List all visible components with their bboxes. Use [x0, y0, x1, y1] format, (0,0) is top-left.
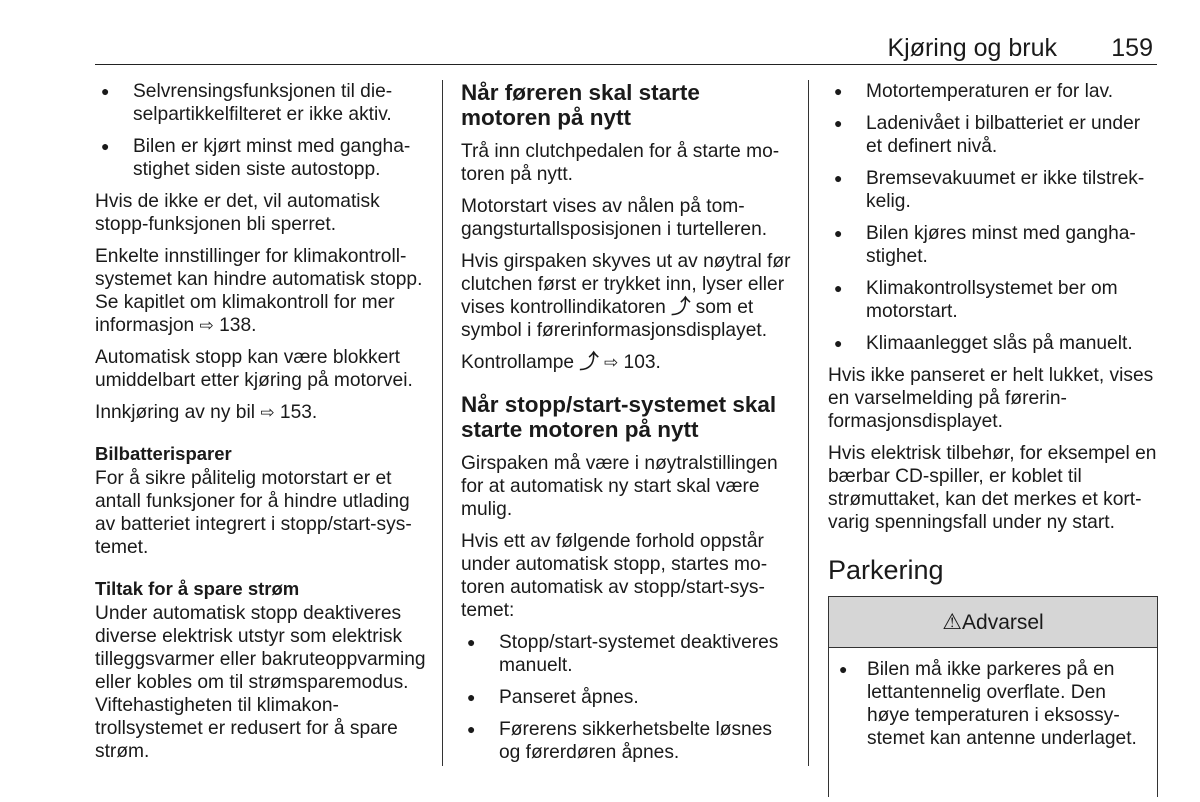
autostop-indicator-icon: ⤴ — [671, 297, 691, 318]
paragraph: Hvis ikke panseret er helt lukket, vises en varselmelding på førerinformasjonsdisplayet. — [828, 365, 1154, 432]
paragraph: Under automatisk stopp deaktiveres diverse elektrisk utstyr som elektrisk tilleggsvarmer eller bakruteoppvarming eller kobles om til strømsparemodus. Viftehastigheten til klimakontrollsystemet er redusert for å spare strøm. — [95, 603, 426, 762]
warning-header — [829, 597, 1157, 648]
autostop-indicator-icon: ⤴ — [579, 352, 599, 373]
column-divider-2 — [808, 80, 809, 766]
paragraph: Automatisk stopp kan være blokkert umiddelbart etter kjøring på motorvei. — [95, 347, 413, 391]
paragraph: Hvis girspaken skyves ut av nøytral før clutchen først er trykket inn, lyser eller vises kontrollindikatoren ⤴ som et symbol i førerinformasjonsdisplayet. — [461, 251, 791, 341]
list-item: ● Selvrensingsfunksjonen til dieselpartikkelfilteret er ikke aktiv. — [95, 80, 427, 126]
column-divider-1 — [442, 80, 443, 766]
warning-title: Advarsel — [962, 611, 1044, 634]
heading-parking: Parkering — [828, 555, 944, 585]
paragraph: Trå inn clutchpedalen for å starte motoren på nytt. — [461, 141, 780, 185]
list-item: ● Motortemperaturen er for lav. — [828, 80, 1158, 103]
column-2 — [461, 80, 791, 773]
page-reference-link[interactable]: 103. — [623, 352, 661, 373]
heading-driver-restart: Når føreren skal starte motoren på nytt — [461, 80, 700, 130]
list-item: ● Panseret åpnes. — [461, 686, 791, 709]
list-item: ● Ladenivået i bilbatteriet er under et definert nivå. — [828, 112, 1158, 158]
page-reference-link[interactable]: 153. — [279, 402, 318, 423]
paragraph: Hvis elektrisk tilbehør, for eksempel en bærbar CD-spiller, er koblet til strømuttaket, kan det merkes et kortvarig spenningsfall under ny start. — [828, 443, 1157, 533]
bullet-list — [828, 80, 1158, 355]
warning-box — [828, 596, 1158, 797]
page-reference-link[interactable]: 138. — [219, 315, 257, 336]
list-item: ● Klimaanlegget slås på manuelt. — [828, 332, 1158, 355]
reference-arrow-icon: ⇨ — [260, 403, 275, 422]
list-item: ● Bilen må ikke parkeres på en lettantennelig overflate. Den høye temperaturen i eksossystemet kan antenne underlaget. — [835, 658, 1151, 750]
list-item: ● Stopp/start-systemet deaktiveres manuelt. — [461, 631, 791, 677]
list-item: ● Bremsevakuumet er ikke tilstrekkelig. — [828, 167, 1158, 213]
page-number: 159 — [1111, 34, 1153, 62]
page-header — [95, 32, 1157, 65]
paragraph: Motorstart vises av nålen på tomgangsturtallsposisjonen i turtelleren. — [461, 196, 768, 240]
bullet-list — [461, 631, 791, 764]
list-item: ● Bilen kjøres minst med ganghastighet. — [828, 222, 1158, 268]
bullet-list — [95, 80, 427, 181]
list-item: ● Førerens sikkerhetsbelte løsnes og førerdøren åpnes. — [461, 718, 791, 764]
heading-system-restart: Når stopp/start-systemet skal starte motoren på nytt — [461, 392, 777, 442]
list-item: ● Klimakontrollsystemet ber om motorstart. — [828, 277, 1158, 323]
subheading-save-power: Tiltak for å spare strøm — [95, 578, 300, 599]
list-item: ● Bilen er kjørt minst med ganghastighet siden siste autostopp. — [95, 135, 427, 181]
paragraph: Hvis de ikke er det, vil automatisk stopp-funksjonen bli sperret. — [95, 191, 380, 235]
paragraph: Kontrollampe ⤴ ⇨ 103. — [461, 352, 661, 373]
reference-arrow-icon: ⇨ — [603, 353, 619, 372]
reference-arrow-icon: ⇨ — [199, 316, 214, 335]
paragraph: For å sikre pålitelig motorstart er et antall funksjoner for å hindre utlading av batteriet integrert i stopp/start-systemet. — [95, 468, 412, 558]
warning-list — [835, 658, 1151, 750]
warning-body — [829, 648, 1157, 750]
subheading-battery-saver: Bilbatterisparer — [95, 443, 232, 464]
column-3 — [828, 80, 1158, 797]
paragraph: Girspaken må være i nøytralstillingen for at automatisk ny start skal være mulig. — [461, 453, 778, 520]
column-1 — [95, 80, 427, 772]
warning-triangle-icon: ⚠ — [942, 609, 963, 634]
paragraph: Innkjøring av ny bil ⇨ 153. — [95, 402, 318, 423]
paragraph: Hvis ett av følgende forhold oppstår under automatisk stopp, startes motoren automatisk av stopp/start-systemet: — [461, 531, 768, 621]
section-title: Kjøring og bruk — [887, 34, 1057, 62]
paragraph: Enkelte innstillinger for klimakontrollsystemet kan hindre automatisk stopp. Se kapitlet om klimakontroll for mer informasjon ⇨ 138. — [95, 246, 423, 336]
